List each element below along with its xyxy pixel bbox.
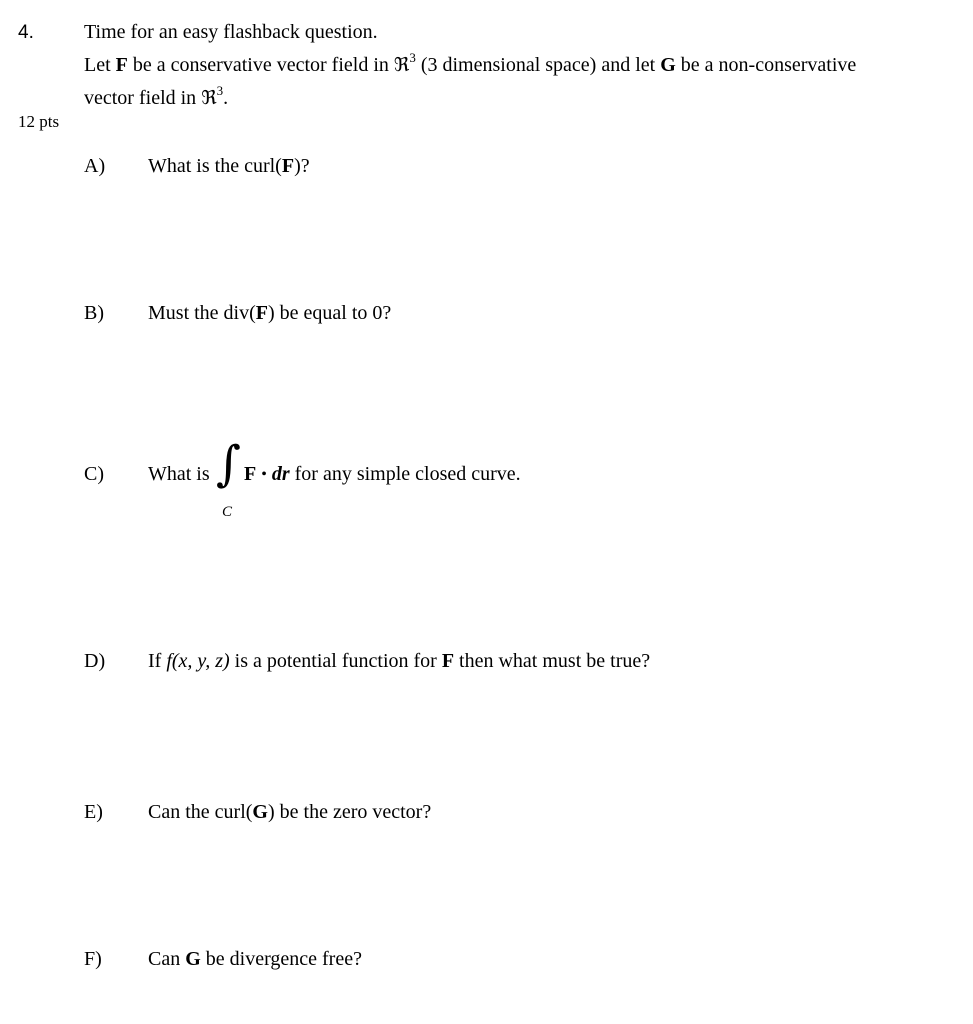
reals-symbol-2: ℜ [201, 87, 217, 109]
question-number: 4. [18, 22, 34, 43]
part-d-args: (x, y, z) [171, 650, 230, 672]
part-d-func: f [166, 650, 172, 672]
part-b-label: B) [84, 302, 104, 324]
part-d-vector: F [441, 650, 455, 672]
question-points: 12 pts [18, 112, 60, 131]
part-f-vector: G [185, 948, 201, 970]
dot-product-symbol: • [261, 466, 267, 483]
part-a-text-b: )? [294, 155, 310, 177]
question-intro: Time for an easy flashback question. [84, 21, 378, 43]
part-b-text-b: ) be equal to 0? [268, 302, 392, 324]
question-line-2 [84, 50, 857, 77]
reals-exponent: 3 [409, 50, 416, 65]
part-d-text-a: If [148, 650, 167, 672]
reals-exponent-2: 3 [216, 83, 224, 98]
part-f-text-b: be divergence free? [200, 948, 362, 970]
part-b-vector: F [255, 302, 268, 324]
line2-text-b: be a conservative vector field in [127, 54, 394, 76]
part-f-text [148, 948, 362, 971]
part-e-text [148, 801, 431, 824]
integral-symbol: ∫ [216, 436, 242, 492]
part-c-text-b: for any simple closed curve. [289, 463, 521, 485]
part-a-label: A) [84, 155, 106, 177]
part-c-integrand [244, 463, 521, 486]
line2-vector-g: G [660, 54, 676, 76]
part-c-text-a: What is [148, 463, 210, 485]
integral-subscript: C [222, 504, 233, 520]
line2-text-a: Let [84, 54, 116, 76]
part-e-vector: G [252, 801, 268, 823]
line2-text-c: (3 dimensional space) and let [415, 54, 661, 76]
part-d-text [148, 650, 650, 673]
part-d-label: D) [84, 650, 106, 672]
line3-text-a: vector field in [84, 87, 202, 109]
part-e-text-a: Can the curl( [148, 801, 253, 823]
part-d-text-c: then what must be true? [454, 650, 651, 672]
part-f-label: F) [84, 948, 102, 970]
part-c-dr: dr [271, 463, 290, 485]
part-f-text-a: Can [148, 948, 186, 970]
part-c-vector: F [244, 463, 257, 485]
part-a-text-a: What is the curl( [148, 155, 282, 177]
part-e-label: E) [84, 801, 103, 823]
line3-end: . [223, 87, 229, 109]
part-b-text-a: Must the div( [148, 302, 256, 324]
part-c-label: C) [84, 463, 104, 485]
part-a-text [148, 155, 310, 178]
part-b-text [148, 302, 391, 325]
part-a-vector: F [281, 155, 295, 177]
line2-text-d: be a non-conservative [675, 54, 857, 76]
reals-symbol: ℜ [393, 54, 410, 76]
part-e-text-b: ) be the zero vector? [267, 801, 432, 823]
question-line-3 [84, 83, 229, 110]
line2-vector-f: F [115, 54, 128, 76]
part-d-text-b: is a potential function for [229, 650, 442, 672]
